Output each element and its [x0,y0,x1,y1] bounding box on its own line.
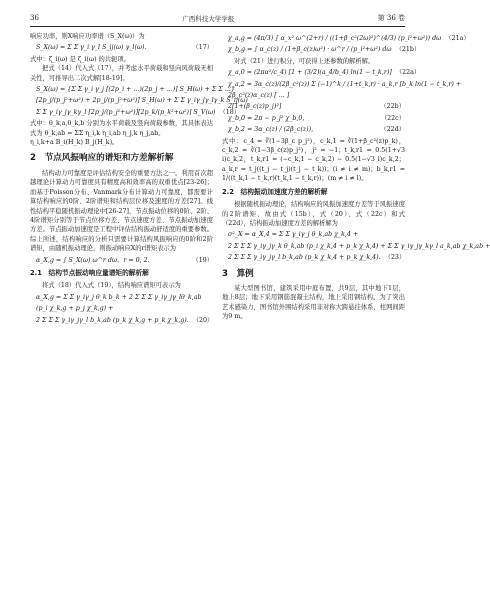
equation-18-line-2-body: [2p_j/(p_j²+ω²) + 2p_j/(p_j²+ω²)] S_H(ω) + Σ Σ γ_iγ_jγ_lγ_k S_ij(ω) [36,97,248,105]
left-paragraph-3: 把式（14）代入式（17），并考虑水平荷载和竖向风荷载无相关性，可推导出二次式解[18-19]。 [30,65,213,82]
right-paragraph-3: 根据随机振动理论，结构响应的风振加速度方差等于风振速度的2阶谱矩，故由式（15b），式（20）、式（22c）和式（22d），结构振动加速度方差的解析解为 [222,201,405,227]
equation-23-line-3 [222,253,405,262]
left-paragraph-5: 结构动力可靠度是评估结构安全的重要方法之一。利用首次超越理论计算动力可靠度具有精度高和效率高的双重优点[23-26]；而基于Poisson分布、Vanmark分布计算动力可靠度，都需要计算结构响应的0阶、2阶谱矩和结构层位移及速度的方差[27]。线性结构平稳随机振动理论中[26-27]，节点振动位移的0阶、2阶、4阶谱矩分别等于节点位移方差、节点速度方差、节点振动加速度方差。节点振动加速度是工程中评估结构振动舒适度的重要参数。综上所述，结构响应的分析只需要计算结构风振响应的0阶和2阶谱矩，由随机振动理论，则振动响应X的r谱矩表示为 [30,169,213,253]
equation-23-number: （23） [384,254,406,262]
journal-name: 广西科技大学学报 [182,14,235,23]
equation-18-line-1 [30,85,235,94]
equation-19-body: α_X,g = ∫ S_X(ω) ω^r dω，r = 0, 2. [36,256,150,264]
equation-23-line-1-body: σ²_X = α_X,4 = Σ Σ γ_iγ_j θ_k,ab χ_k,4 + [228,231,359,239]
equation-18-line-2 [30,96,248,105]
equation-22b-line-2 [222,91,405,100]
volume-label: 第 36 卷 [377,14,405,22]
equation-22b-line-2-body: 2β_c²(z)α_c(z) [ ... ] [228,92,290,100]
equation-20-line-1 [30,293,213,302]
equation-18-line-1-body: S_X(ω) = {Σ Σ γ_i γ_j [(2p_i + ...)(2p_j + ...)] S_H(ω) + Σ Σ ...} [36,86,235,94]
equation-18-line-3 [30,108,241,117]
right-column [222,32,490,322]
equation-20-line-2-body: (p_i χ_k,g + p_j χ_k,g) + [36,305,114,313]
equation-17-body: S_X(ω) = Σ Σ γ_i γ_l S_ij(ω) γ_l(ω). [36,44,147,52]
left-paragraph-6: 将式（18）代入式（19），结构响应谱矩可表示为 [42,282,181,290]
equation-21b [222,45,421,54]
equation-22a-number: （22a） [395,69,421,77]
equation-17 [30,43,213,52]
equation-23-line-1 [222,230,405,239]
equation-22a-body: χ_a,0 = (2πα²/c_4) [1 + (3/2)(a_4/b_4) ln(1 − t_k,r)] [228,69,392,77]
equation-18-number: （18） [219,108,241,116]
section-3-heading: 3 算例 [222,268,254,279]
equation-21a-body: χ_a,g = (4π/3) ∫ α_x² ω^(2+r) / ((1+β_c²(2ω)²)^(4/3) (p_i²+ω²)) dω [228,35,442,42]
equation-22b-line-3 [222,102,405,111]
equation-22c-body: χ_b,0 = 2π − p_j² χ_b,0， [228,114,309,122]
equation-17-number: （17） [192,44,213,52]
equation-20-line-3 [30,316,213,325]
right-paragraph-2: 式中：c_4 = ∛(1−3β_c p_j²)，c_k,1 = ∛(1+β_c²(z)p_k)，c_k,2 = ∛(1−3β_c(z)p_j²)，j² = −1；t_k,r1 = 0.5(1+√3 i)c_k,2，t_k,r1 = (−c_k,1 − c_k,2) − 0.5(1−√3 i)c_k,2；a_k,r = t_j((t_j − t_j)(t_j − t_k))；(i ≠ i ≠ m)；b_k,r1 = 1/((t_k,1 − t_k,r)(t_k,1 − t_k,r))；(m ≠ i ≠ l)。 [222,137,405,183]
left-paragraph-4: 式中：θ_k,a,θ_k,b 分别为水平荷载及竖向荷载参数，其具体表达式为 θ_k,ab = ΣΣ η_i,k η_i,ab η_j,k η_j,ab。 [30,120,213,137]
equation-23-line-2-body: 2 Σ Σ Σ γ_iγ_jγ_k θ_k,ab (p_i χ_k,4 + p_k χ_k,4) + Σ Σ γ_iγ_jγ_kγ_l a_k,ab χ_k,ab + [228,242,490,250]
equation-20-line-3-body: 2 Σ Σ Σ γ_iγ_jγ_l b_k,ab (p_k χ_k,g + p_k χ_k,g). [36,316,189,324]
equation-22a [222,68,421,77]
equation-21b-body: χ_b,g = ∫ α_c(z) / (1+β_c(z)ω²) · ω^r / (p_i²+ω²) dω [228,46,392,54]
running-header [30,12,405,24]
equation-22b-line-1 [222,80,462,89]
equation-18-line-3-body: Σ Σ γ_iγ_jγ_kγ_l [2p_j/(p_j²+ω²)][2p_k/(p_k²+ω²)] S_V(ω) [36,108,216,116]
equation-21a [222,34,470,43]
equation-19-number: （19） [192,256,213,264]
equation-23-line-2 [222,242,490,251]
subsection-2-1-heading: 2.1 结构节点振动响应量谱矩的解析解 [30,268,149,277]
equation-21b-number: （21b） [395,46,421,54]
section-2-heading: 2 节点风振响应的谱矩和方差解析解 [30,153,174,164]
page-number: 36 [30,14,39,22]
left-paragraph-1: 响应功率，则X响应功率谱（S_X(ω)）为 [30,33,145,40]
equation-22c-number: （22c） [380,114,405,122]
equation-23-line-3-body: 2 Σ Σ Σ γ_iγ_jγ_l b_k,ab (p_k χ_k,4 + p_k χ_k,4). [228,254,381,262]
equation-22b-line-1-body: χ_a,2 = 3α_c(z)/(2β_c²(z)) Σ (−1)^k / (1+t_k,r) · a_k,r [b_k ln(1 − t_k,r) + [228,80,462,88]
left-paragraph-4b: η_i,k+a B_i(H_k) B_j(H_k)。 [30,139,119,147]
subsection-2-2-heading: 2.2 结构振动加速度方差的解析解 [222,187,328,196]
right-paragraph-1: 对式（21）进行积分，可获得上述参数的解析解。 [234,57,375,65]
equation-22b-line-3-body: 2[1+(β_c(z)p_j)²] [228,103,282,111]
equation-22d [222,125,405,134]
equation-20-line-2 [30,304,213,313]
right-paragraph-4: 某大型图书馆，建筑采用中庭布置，共9层，其中地下1层，地上8层；地下采用钢筋混凝土结构，地上采用钢结构。为了突出艺术感染力，图书馆外围结构采用非对称大跨悬挂体系，柱网间距为9 m。 [222,284,405,321]
equation-21a-number: （21a） [445,35,470,42]
header-rule [30,26,405,27]
equation-22b-number: （22b） [380,103,405,111]
equation-20-number: （20） [192,316,214,324]
left-paragraph-2: 式中：ζ_i(ω) 是 ζ_i(ω) 的共轭项。 [30,55,130,63]
equation-22c [222,114,405,123]
equation-20-line-1-body: α_X,g = Σ Σ γ_iγ_j θ_k b_k + 2 Σ Σ Σ γ_iγ_jγ_lθ_k,ab [36,293,202,301]
equation-22d-body: χ_b,2 = 3α_c(z) / (2β_c(z))， [228,126,318,134]
equation-19 [30,256,213,265]
equation-22d-number: （22d） [380,126,405,134]
